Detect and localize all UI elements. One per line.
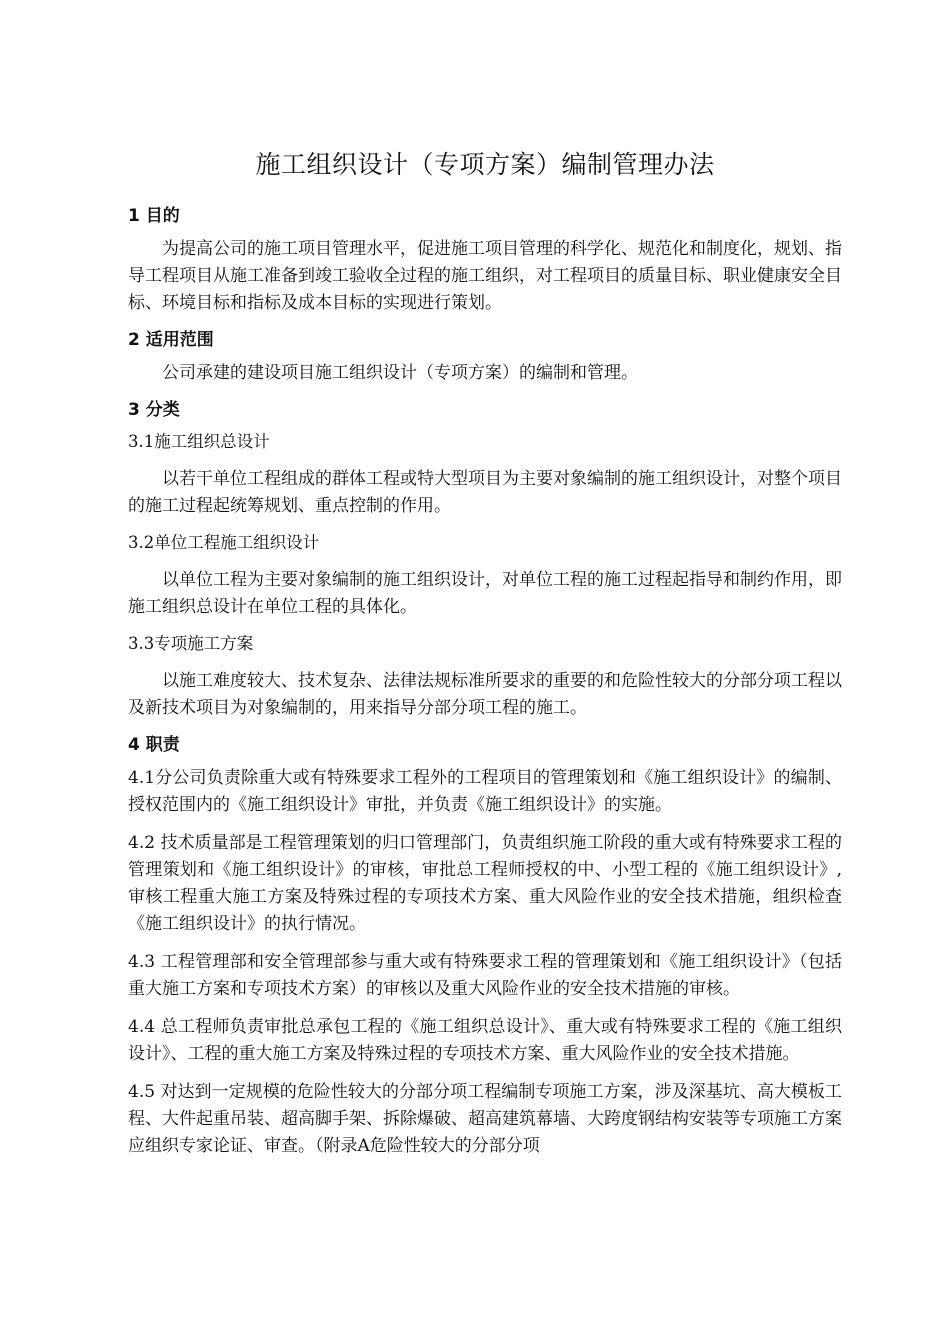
responsibility-paragraph: 4.2 技术质量部是工程管理策划的归口管理部门，负责组织施工阶段的重大或有特殊要求工程的管理策划和《施工组织设计》的审核，审批总工程师授权的中、小型工程的《施工组织设计》,审核工程重大施工方案及特殊过程的专项技术方案、重大风险作业的安全技术措施，组织检查《施工组织设计》的执行情况。 <box>128 833 842 934</box>
section-paragraph: 公司承建的建设项目施工组织设计（专项方案）的编制和管理。 <box>162 363 638 383</box>
responsibility-paragraph: 4.3 工程管理部和安全管理部参与重大或有特殊要求工程的管理策划和《施工组织设计》（包括重大施工方案和专项技术方案）的审核以及重大风险作业的安全技术措施的审核。 <box>128 952 842 999</box>
document-title: 施工组织设计（专项方案）编制管理办法 <box>255 150 715 179</box>
subsection-paragraph: 以若干单位工程组成的群体工程或特大型项目为主要对象编制的施工组织设计，对整个项目的施工过程起统筹规划、重点控制的作用。 <box>128 469 842 516</box>
responsibility-paragraph: 4.5 对达到一定规模的危险性较大的分部分项工程编制专项施工方案，涉及深基坑、高大模板工程、大件起重吊装、超高脚手架、拆除爆破、超高建筑幕墙、大跨度钢结构安装等专项施工方案应组织专家论证、审查。（附录A危险性较大的分部分项 <box>128 1082 842 1156</box>
section-heading-responsibilities: 4 职责 <box>128 735 180 755</box>
responsibility-paragraph: 4.1分公司负责除重大或有特殊要求工程外的工程项目的管理策划和《施工组织设计》的编制、授权范围内的《施工组织设计》审批，并负责《施工组织设计》的实施。 <box>128 768 842 815</box>
subsection-paragraph: 以施工难度较大、技术复杂、法律法规标准所要求的重要的和危险性较大的分部分项工程以及新技术项目为对象编制的，用来指导分部分项工程的施工。 <box>128 671 842 718</box>
section-heading-classification: 3 分类 <box>128 400 180 420</box>
subsection-heading: 3.3专项施工方案 <box>128 634 254 653</box>
subsection-paragraph: 以单位工程为主要对象编制的施工组织设计，对单位工程的施工过程起指导和制约作用，即施工组织总设计在单位工程的具体化。 <box>128 570 842 617</box>
subsection-heading: 3.2单位工程施工组织设计 <box>128 533 320 552</box>
responsibility-paragraph: 4.4 总工程师负责审批总承包工程的《施工组织总设计》、重大或有特殊要求工程的《施工组织设计》、工程的重大施工方案及特殊过程的专项技术方案、重大风险作业的安全技术措施。 <box>128 1017 842 1064</box>
section-heading-scope: 2 适用范围 <box>128 330 214 350</box>
section-heading-purpose: 1 目的 <box>128 206 180 226</box>
section-paragraph: 为提高公司的施工项目管理水平，促进施工项目管理的科学化、规范化和制度化，规划、指导工程项目从施工准备到竣工验收全过程的施工组织，对工程项目的质量目标、职业健康安全目标、环境目标和指标及成本目标的实现进行策划。 <box>128 239 842 313</box>
subsection-heading: 3.1施工组织总设计 <box>128 432 270 451</box>
